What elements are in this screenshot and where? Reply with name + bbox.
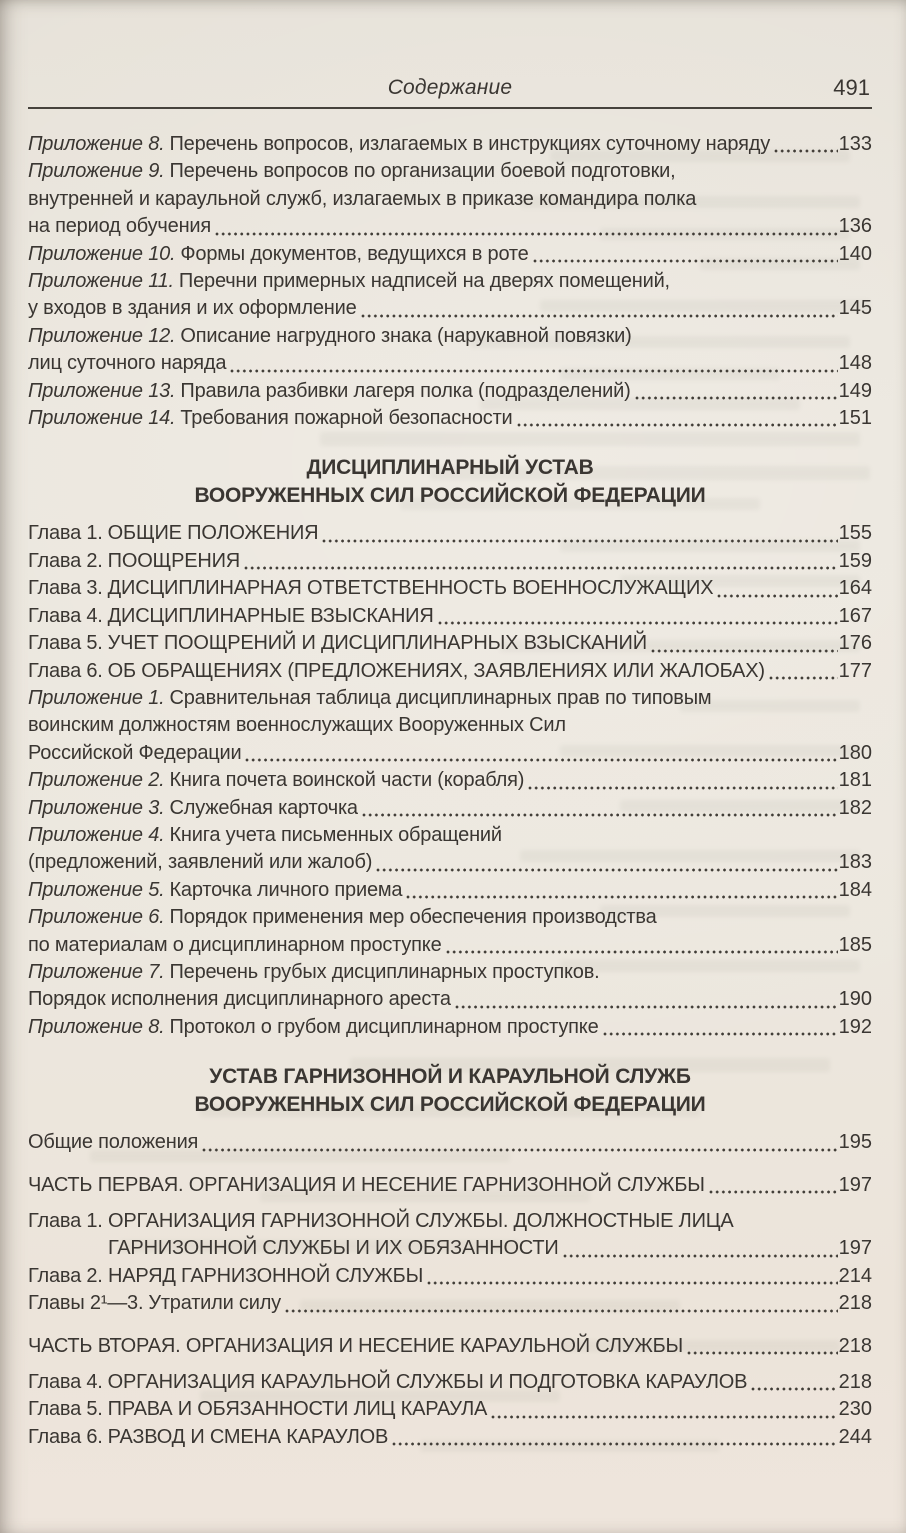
dot-leader: [687, 1351, 838, 1356]
entry-page-number: 197: [838, 1237, 872, 1260]
toc-entry-line: [28, 740, 872, 767]
toc-entry: [28, 795, 872, 822]
section-heading-line: ВООРУЖЕННЫХ СИЛ РОССИЙСКОЙ ФЕДЕРАЦИИ: [194, 484, 706, 508]
toc-entry-line: [28, 932, 872, 959]
toc-entry-line: [28, 630, 872, 657]
toc-entry-line: [28, 1396, 872, 1423]
entry-title-text: у входов в здания и их оформление: [28, 297, 357, 320]
toc-entry: [28, 1208, 872, 1263]
entry-page-number: 176: [838, 632, 872, 655]
entry-label: Глава 3.: [28, 577, 103, 600]
dot-leader: [533, 259, 838, 264]
entry-page-number: 183: [838, 851, 872, 874]
toc-entry: [28, 1290, 872, 1317]
entry-page-number: 180: [838, 741, 872, 764]
entry-page-number: 184: [838, 878, 872, 901]
entry-title-text: ОРГАНИЗАЦИЯ ГАРНИЗОННОЙ СЛУЖБЫ. ДОЛЖНОСТНЫЕ ЛИЦА: [108, 1210, 734, 1232]
entry-label: Приложение 3.: [28, 796, 165, 819]
entry-page-number: 148: [838, 352, 872, 375]
toc-entry-line: [28, 1333, 872, 1360]
entry-label: Приложение 11.: [28, 270, 174, 293]
entry-title-text: на период обучения: [28, 215, 212, 238]
dot-leader: [376, 868, 837, 873]
entry-label: Приложение 4.: [28, 823, 165, 846]
toc-entry-line: [28, 1290, 872, 1317]
entry-page-number: 218: [838, 1292, 872, 1315]
entry-page-number: 136: [838, 215, 872, 238]
toc-entry: [28, 323, 872, 378]
entry-title-text: Утратили силу: [148, 1292, 281, 1315]
entry-title-text: ОБ ОБРАЩЕНИЯХ (ПРЕДЛОЖЕНИЯХ, ЗАЯВЛЕНИЯХ ИЛИ ЖАЛОБАХ): [107, 659, 765, 682]
toc-entry-line: [28, 575, 872, 602]
entry-label: Глава 2.: [28, 549, 103, 572]
toc-entry-line: [28, 241, 872, 268]
entry-title-text: Перечень вопросов по организации боевой подготовки,: [169, 160, 676, 183]
entry-title-text: Описание нагрудного знака (нарукавной повязки): [180, 324, 632, 347]
entry-title-text: по материалам о дисциплинарном проступке: [28, 933, 442, 956]
toc-entry-line: [28, 520, 872, 547]
toc-entry-line: [28, 877, 872, 904]
entry-title-text: Формы документов, ведущихся в роте: [180, 242, 529, 265]
entry-label: Приложение 14.: [28, 407, 176, 430]
toc-entry: [28, 767, 872, 794]
entry-title-text: лиц суточного наряда: [28, 352, 227, 375]
entry-title-text: Перечень вопросов, излагаемых в инструкциях суточному наряду: [169, 133, 771, 155]
page-header: [28, 76, 872, 102]
dot-leader: [528, 786, 837, 791]
entry-title-text: ЧАСТЬ ПЕРВАЯ. ОРГАНИЗАЦИЯ И НЕСЕНИЕ ГАРНИЗОННОЙ СЛУЖБЫ: [28, 1173, 705, 1196]
toc-entry-line: [28, 603, 872, 630]
section-heading-line: ВООРУЖЕННЫХ СИЛ РОССИЙСКОЙ ФЕДЕРАЦИИ: [194, 1093, 706, 1117]
entry-label: Глава 1.: [28, 1210, 103, 1232]
toc-entry-line: [28, 1369, 872, 1396]
toc-entry: [28, 548, 872, 575]
toc-entry-line: [28, 849, 872, 876]
entry-title-text: (предложений, заявлений или жалоб): [28, 851, 373, 874]
entry-title-text: УЧЕТ ПООЩРЕНИЙ И ДИСЦИПЛИНАРНЫХ ВЗЫСКАНИЙ: [107, 632, 647, 655]
entry-label: Глава 6.: [28, 1425, 103, 1448]
toc-entry-line: [28, 959, 872, 986]
entry-page-number: 177: [838, 659, 872, 682]
dot-leader: [406, 895, 837, 900]
toc-entry-line: [28, 158, 872, 185]
toc-entry-line: [28, 767, 872, 794]
entry-page-number: 181: [838, 769, 872, 792]
entry-title-text: Сравнительная таблица дисциплинарных прав по типовым: [169, 686, 712, 709]
dot-leader: [244, 566, 838, 571]
toc-entry: [28, 268, 872, 323]
toc-entry-line: [28, 1235, 872, 1262]
toc-entry-line: [28, 548, 872, 575]
page-number: 491: [833, 75, 870, 100]
entry-label: Глава 6.: [28, 659, 103, 682]
running-title: Содержание: [387, 76, 513, 99]
toc-entry: [28, 1129, 872, 1156]
entry-title-text: воинским должностям военнослужащих Вооруженных Сил: [28, 714, 566, 737]
dot-leader: [438, 621, 838, 626]
entry-title-text: НАРЯД ГАРНИЗОННОЙ СЛУЖБЫ: [108, 1264, 424, 1287]
dot-leader: [751, 1387, 837, 1392]
toc-entry: [28, 822, 872, 877]
toc-entry-line: [28, 1263, 872, 1290]
entry-label: Главы 2¹—3.: [28, 1292, 144, 1315]
entry-label: Приложение 9.: [28, 160, 165, 183]
toc-entry: [28, 1263, 872, 1290]
entry-title-text: внутренней и караульной служб, излагаемых в приказе командира полка: [28, 187, 697, 210]
dot-leader: [322, 539, 837, 544]
entry-title-text: Правила разбивки лагеря полка (подразделений): [180, 379, 631, 402]
entry-page-number: 192: [838, 1015, 872, 1038]
entry-title-text: Служебная карточка: [169, 796, 358, 819]
toc-entry: [28, 158, 872, 240]
entry-page-number: 214: [838, 1264, 872, 1287]
entry-title-text: РАЗВОД И СМЕНА КАРАУЛОВ: [107, 1425, 389, 1448]
toc-entry: [28, 658, 872, 685]
toc-entry: [28, 1333, 872, 1360]
toc-entry-line: [28, 268, 872, 295]
dot-leader: [517, 423, 838, 428]
section-heading-line: ДИСЦИПЛИНАРНЫЙ УСТАВ: [306, 456, 594, 480]
toc-entry-line: [28, 986, 872, 1013]
entry-page-number: 167: [838, 604, 872, 627]
toc-entry-line: [28, 1172, 872, 1199]
header-rule: [28, 107, 872, 109]
entry-page-number: 244: [838, 1425, 872, 1448]
entry-label: Приложение 12.: [28, 324, 176, 347]
entry-label: Приложение 2.: [28, 769, 165, 792]
toc-entry-line: [28, 1424, 872, 1451]
entry-title-text: Перечень грубых дисциплинарных проступков.: [169, 960, 600, 983]
entry-title-text: Общие положения: [28, 1131, 199, 1154]
dot-leader: [362, 813, 838, 818]
entry-label: Приложение 7.: [28, 960, 165, 983]
table-of-contents: [28, 131, 872, 1451]
toc-entry-line: [28, 658, 872, 685]
toc-entry-line: [28, 1208, 872, 1235]
entry-page-number: 190: [838, 988, 872, 1011]
entry-title-text: Книга почета воинской части (корабля): [169, 769, 525, 792]
entry-page-number: 149: [838, 379, 872, 402]
toc-entry-line: [28, 822, 872, 849]
dot-leader: [245, 758, 837, 763]
toc-entry-line: [28, 1129, 872, 1156]
entry-label: Глава 5.: [28, 1398, 103, 1421]
entry-label: Глава 4.: [28, 1371, 103, 1394]
entry-title-text: ПРАВА И ОБЯЗАННОСТИ ЛИЦ КАРАУЛА: [107, 1398, 488, 1421]
toc-entry: [28, 575, 872, 602]
toc-entry-line: [28, 685, 872, 712]
dot-leader: [202, 1148, 837, 1153]
toc-entry: [28, 1369, 872, 1396]
toc-entry-line: [28, 323, 872, 350]
entry-page-number: 164: [838, 577, 872, 600]
entry-title-text: ЧАСТЬ ВТОРАЯ. ОРГАНИЗАЦИЯ И НЕСЕНИЕ КАРАУЛЬНОЙ СЛУЖБЫ: [28, 1334, 684, 1357]
dot-leader: [427, 1281, 838, 1286]
toc-entry: [28, 877, 872, 904]
dot-leader: [769, 676, 838, 681]
entry-title-text: ДИСЦИПЛИНАРНЫЕ ВЗЫСКАНИЯ: [107, 604, 434, 627]
toc-entry-line: [28, 1014, 872, 1041]
toc-entry: [28, 1424, 872, 1451]
section-heading: [28, 1063, 872, 1119]
toc-entry: [28, 603, 872, 630]
dot-leader: [361, 314, 838, 319]
entry-title-text: Требования пожарной безопасности: [180, 407, 513, 430]
entry-page-number: 140: [838, 242, 872, 265]
entry-title-text: ДИСЦИПЛИНАРНАЯ ОТВЕТСТВЕННОСТЬ ВОЕННОСЛУЖАЩИХ: [107, 577, 714, 600]
entry-page-number: 185: [838, 933, 872, 956]
toc-entry-line: [28, 350, 872, 377]
entry-page-number: 182: [838, 796, 872, 819]
toc-entry: [28, 959, 872, 1014]
toc-entry-line: [28, 131, 872, 158]
toc-entry-line: [28, 378, 872, 405]
dot-leader: [563, 1254, 838, 1259]
toc-entry: [28, 904, 872, 959]
section-heading-line: УСТАВ ГАРНИЗОННОЙ И КАРАУЛЬНОЙ СЛУЖБ: [209, 1065, 691, 1089]
entry-page-number: 145: [838, 297, 872, 320]
entry-label: Приложение 1.: [28, 686, 165, 709]
entry-page-number: 197: [838, 1173, 872, 1196]
dot-leader: [392, 1442, 837, 1447]
toc-entry: [28, 1014, 872, 1041]
toc-entry: [28, 1172, 872, 1199]
entry-label: Глава 4.: [28, 604, 103, 627]
dot-leader: [215, 232, 838, 237]
entry-label: Приложение 10.: [28, 242, 176, 265]
toc-entry: [28, 520, 872, 547]
dot-leader: [446, 950, 838, 955]
section-heading: [28, 454, 872, 510]
dot-leader: [455, 1005, 838, 1010]
toc-entry: [28, 405, 872, 432]
entry-title-text: ОРГАНИЗАЦИЯ КАРАУЛЬНОЙ СЛУЖБЫ И ПОДГОТОВКА КАРАУЛОВ: [107, 1371, 748, 1394]
dot-leader: [651, 649, 838, 654]
entry-label: Приложение 6.: [28, 906, 165, 929]
toc-entry: [28, 685, 872, 767]
toc-entry: [28, 630, 872, 657]
entry-label: Приложение 8.: [28, 1015, 165, 1038]
entry-title-text: Карточка личного приема: [169, 878, 403, 901]
entry-title-text: ПООЩРЕНИЯ: [107, 549, 241, 572]
toc-entry-line: [28, 295, 872, 322]
dot-leader: [285, 1309, 838, 1314]
entry-title-text: Порядок исполнения дисциплинарного ареста: [28, 988, 451, 1011]
dot-leader: [603, 1032, 838, 1037]
toc-entry-line: [28, 405, 872, 432]
toc-entry: [28, 241, 872, 268]
dot-leader: [717, 594, 837, 599]
entry-page-number: 151: [838, 407, 872, 430]
toc-entry: [28, 1396, 872, 1423]
entry-title-text: Книга учета письменных обращений: [169, 823, 502, 846]
entry-page-number: 195: [838, 1131, 872, 1154]
entry-label: Приложение 13.: [28, 379, 176, 402]
toc-entry: [28, 131, 872, 158]
toc-entry-line: [28, 795, 872, 822]
toc-entry-line: [28, 213, 872, 240]
entry-title-text: Перечни примерных надписей на дверях помещений,: [178, 270, 670, 293]
toc-entry-line: [28, 904, 872, 931]
entry-page-number: 230: [838, 1398, 872, 1421]
entry-title-text: Протокол о грубом дисциплинарном проступке: [169, 1015, 599, 1038]
toc-entry-line: [28, 712, 872, 739]
dot-leader: [774, 149, 838, 154]
entry-label: Глава 1.: [28, 522, 103, 545]
entry-title-text: Порядок применения мер обеспечения производства: [169, 906, 657, 929]
entry-title-text: ОБЩИЕ ПОЛОЖЕНИЯ: [107, 522, 319, 545]
toc-entry-line: [28, 186, 872, 213]
dot-leader: [635, 396, 838, 401]
entry-page-number: 218: [838, 1334, 872, 1357]
entry-page-number: 133: [838, 133, 872, 155]
dot-leader: [491, 1415, 837, 1420]
toc-entry: [28, 378, 872, 405]
entry-label: Приложение 8.: [28, 133, 165, 155]
entry-label: Приложение 5.: [28, 878, 165, 901]
dot-leader: [709, 1190, 838, 1195]
entry-page-number: 159: [838, 549, 872, 572]
entry-page-number: 155: [838, 522, 872, 545]
entry-title-text: Российской Федерации: [28, 741, 242, 764]
entry-page-number: 218: [838, 1371, 872, 1394]
dot-leader: [230, 369, 837, 374]
entry-label: Глава 2.: [28, 1264, 103, 1287]
entry-title-text: ГАРНИЗОННОЙ СЛУЖБЫ И ИХ ОБЯЗАННОСТИ: [108, 1237, 559, 1260]
entry-label: Глава 5.: [28, 632, 103, 655]
